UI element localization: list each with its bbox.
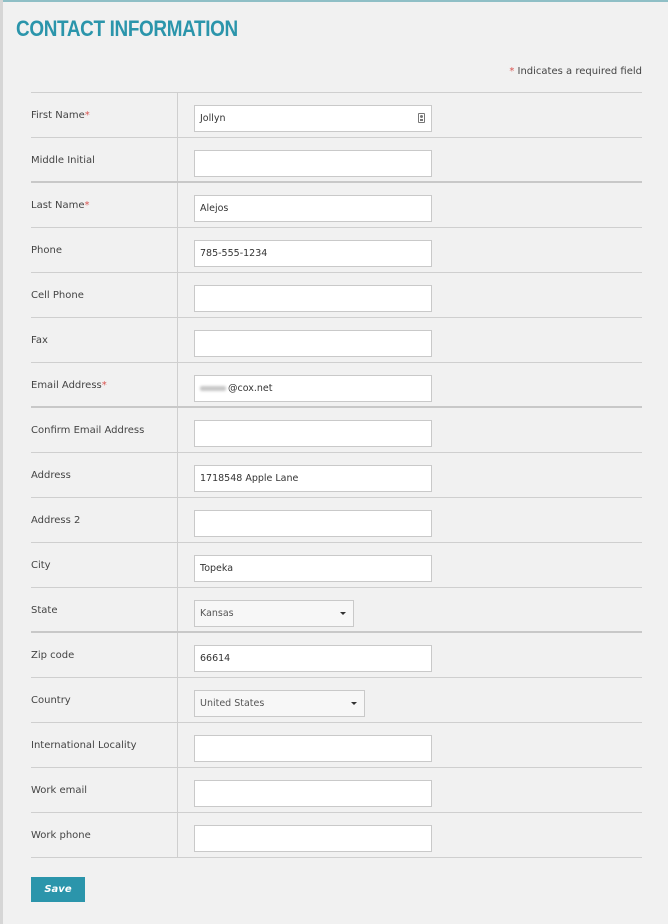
form-row-last-name xyxy=(31,183,642,228)
country-label: Country xyxy=(31,695,71,706)
last-name-label: Last Name* xyxy=(31,200,90,211)
form-row-fax xyxy=(31,318,642,363)
required-asterisk: * xyxy=(84,200,90,211)
address-2-input[interactable] xyxy=(194,510,432,537)
required-asterisk: * xyxy=(101,380,107,391)
last-name-input[interactable]: Alejos xyxy=(194,195,432,222)
required-asterisk: * xyxy=(84,110,90,121)
state-label: State xyxy=(31,605,58,616)
phone-input[interactable]: 785-555-1234 xyxy=(194,240,432,267)
form-row-middle-initial xyxy=(31,138,642,183)
required-field-note xyxy=(509,66,642,77)
left-border xyxy=(0,0,3,924)
fax-input[interactable] xyxy=(194,330,432,357)
address-input[interactable]: 1718548 Apple Lane xyxy=(194,465,432,492)
caret-down-icon xyxy=(340,612,346,615)
cell-phone-input[interactable] xyxy=(194,285,432,312)
column-divider xyxy=(177,363,178,406)
work-email-input[interactable] xyxy=(194,780,432,807)
confirm-email-input[interactable] xyxy=(194,420,432,447)
middle-initial-label: Middle Initial xyxy=(31,155,95,166)
required-asterisk: * xyxy=(509,66,515,77)
form-row-work-phone xyxy=(31,813,642,858)
form-row-first-name xyxy=(31,93,642,138)
save-button[interactable]: Save xyxy=(31,877,85,902)
form-row-country xyxy=(31,678,642,723)
column-divider xyxy=(177,318,178,362)
zip-input[interactable]: 66614 xyxy=(194,645,432,672)
fax-label: Fax xyxy=(31,335,48,346)
phone-label: Phone xyxy=(31,245,62,256)
column-divider xyxy=(177,768,178,812)
column-divider xyxy=(177,498,178,542)
column-divider xyxy=(177,633,178,677)
international-locality-input[interactable] xyxy=(194,735,432,762)
caret-down-icon xyxy=(351,702,357,705)
first-name-input[interactable]: Jollyn xyxy=(194,105,432,132)
zip-label: Zip code xyxy=(31,650,75,661)
top-accent-bar xyxy=(0,0,668,2)
column-divider xyxy=(177,273,178,317)
confirm-email-label: Confirm Email Address xyxy=(31,425,145,436)
country-select[interactable]: United States xyxy=(194,690,365,717)
column-divider xyxy=(177,813,178,857)
column-divider xyxy=(177,543,178,587)
cell-phone-label: Cell Phone xyxy=(31,290,84,301)
column-divider xyxy=(177,588,178,631)
work-phone-input[interactable] xyxy=(194,825,432,852)
middle-initial-input[interactable] xyxy=(194,150,432,177)
contact-card-icon[interactable] xyxy=(418,113,425,123)
contact-form xyxy=(31,92,642,858)
form-row-work-email xyxy=(31,768,642,813)
column-divider xyxy=(177,453,178,497)
form-row-address-2 xyxy=(31,498,642,543)
first-name-label: First Name* xyxy=(31,110,90,121)
form-row-confirm-email xyxy=(31,408,642,453)
state-select[interactable]: Kansas xyxy=(194,600,354,627)
redacted-text xyxy=(200,386,226,391)
address-2-label: Address 2 xyxy=(31,515,81,526)
column-divider xyxy=(177,228,178,272)
city-label: City xyxy=(31,560,51,571)
column-divider xyxy=(177,93,178,137)
form-row-state xyxy=(31,588,642,633)
page-title: CONTACT INFORMATION xyxy=(16,16,238,41)
work-email-label: Work email xyxy=(31,785,88,796)
required-note-text: Indicates a required field xyxy=(514,66,642,77)
form-row-international-locality xyxy=(31,723,642,768)
column-divider xyxy=(177,723,178,767)
international-locality-label: International Locality xyxy=(31,740,137,751)
email-input[interactable]: @cox.net xyxy=(194,375,432,402)
form-row-city xyxy=(31,543,642,588)
form-row-phone xyxy=(31,228,642,273)
column-divider xyxy=(177,183,178,227)
city-input[interactable]: Topeka xyxy=(194,555,432,582)
email-label: Email Address* xyxy=(31,380,107,391)
column-divider xyxy=(177,138,178,181)
form-row-cell-phone xyxy=(31,273,642,318)
form-row-address xyxy=(31,453,642,498)
column-divider xyxy=(177,408,178,452)
form-row-email xyxy=(31,363,642,408)
form-row-zip xyxy=(31,633,642,678)
column-divider xyxy=(177,678,178,722)
address-label: Address xyxy=(31,470,71,481)
work-phone-label: Work phone xyxy=(31,830,91,841)
